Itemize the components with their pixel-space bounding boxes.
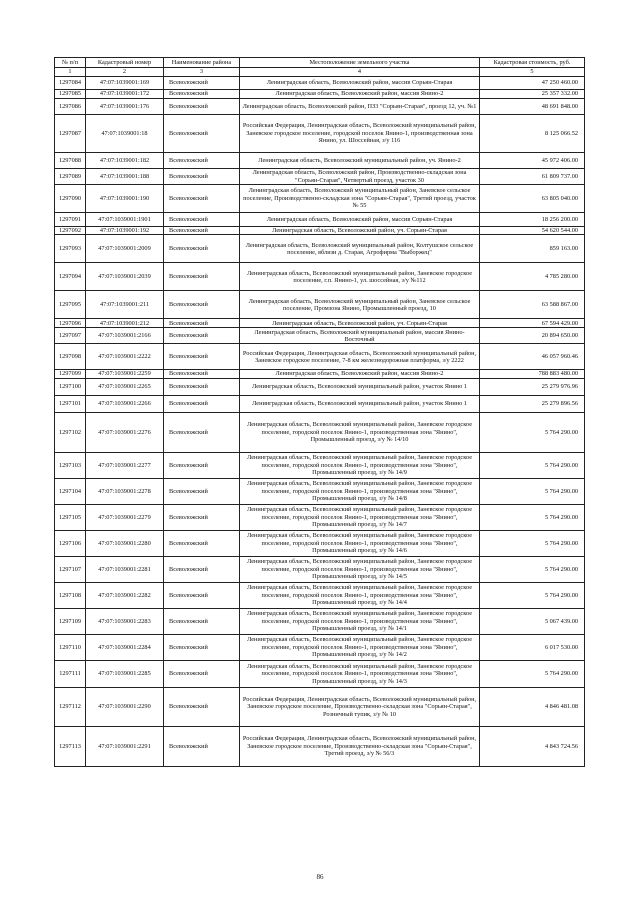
- table-row: [55, 227, 585, 235]
- location-cell: Ленинградская область, Всеволожский муниципальный район, массив Янино-Восточный: [240, 328, 480, 344]
- location-cell: Ленинградская область, Всеволожский муниципальный район, Заневское городское поселение, городской поселок Янино-1, производственная зона "Янино", Промышленный проезд, з/у № 14/6: [240, 530, 480, 556]
- col-header-cadastral: Кадастровый номер: [86, 58, 164, 68]
- district-cell: Всеволожский: [164, 213, 240, 227]
- cadastral-number-cell: 47:07:1039001:182: [86, 153, 164, 169]
- district-cell: Всеволожский: [164, 153, 240, 169]
- cadastral-number-cell: 47:07:1039001:2265: [86, 378, 164, 395]
- index-cell: 2: [86, 68, 164, 77]
- row-number-cell: 1297106: [55, 530, 86, 556]
- col-header-location: Местоположение земельного участка: [240, 58, 480, 68]
- cost-cell: 6 017 530.00: [480, 634, 585, 660]
- row-number-cell: 1297087: [55, 115, 86, 153]
- location-cell: Ленинградская область, Всеволожский муниципальный район, участок Янино 1: [240, 395, 480, 412]
- row-number-cell: 1297107: [55, 556, 86, 582]
- district-cell: Всеволожский: [164, 328, 240, 344]
- table-row: [55, 556, 585, 582]
- location-cell: Ленинградская область, Всеволожский муниципальный район, Заневское городское поселение, городской поселок Янино-1, производственная зона "Янино", Промышленный проезд, з/у № 14/10: [240, 412, 480, 452]
- row-number-cell: 1297092: [55, 227, 86, 235]
- cadastral-number-cell: 47:07:1039001:2222: [86, 344, 164, 370]
- district-cell: Всеволожский: [164, 263, 240, 291]
- district-cell: Всеволожский: [164, 530, 240, 556]
- cadastral-number-cell: 47:07:1039001:2039: [86, 263, 164, 291]
- cost-cell: 788 883 480.00: [480, 370, 585, 378]
- location-cell: Российская Федерация, Ленинградская область, Всеволожский муниципальный район, Заневское городское поселение, 7-8 км железнодорожная платформа, з/у 2222: [240, 344, 480, 370]
- cadastral-number-cell: 47:07:1039001:2280: [86, 530, 164, 556]
- index-row: [55, 68, 585, 77]
- row-number-cell: 1297098: [55, 344, 86, 370]
- district-cell: Всеволожский: [164, 235, 240, 263]
- district-cell: Всеволожский: [164, 344, 240, 370]
- cadastral-number-cell: 47:07:1039001:2290: [86, 687, 164, 726]
- table-body: [55, 77, 585, 767]
- cadastral-number-cell: 47:07:1039001:2283: [86, 608, 164, 634]
- table-row: [55, 344, 585, 370]
- table-row: [55, 530, 585, 556]
- district-cell: Всеволожский: [164, 608, 240, 634]
- table-row: [55, 452, 585, 478]
- cadastral-number-cell: 47:07:1039001:188: [86, 169, 164, 185]
- cost-cell: 5 764 290.00: [480, 504, 585, 530]
- cost-cell: 5 764 290.00: [480, 530, 585, 556]
- header-row: [55, 58, 585, 68]
- row-number-cell: 1297091: [55, 213, 86, 227]
- cost-cell: 20 894 650.00: [480, 328, 585, 344]
- district-cell: Всеволожский: [164, 504, 240, 530]
- index-cell: 5: [480, 68, 585, 77]
- cadastral-number-cell: 47:07:1039001:2277: [86, 452, 164, 478]
- district-cell: Всеволожский: [164, 99, 240, 115]
- location-cell: Ленинградская область, Всеволожский район, массив Сорьян-Старая: [240, 77, 480, 90]
- district-cell: Всеволожский: [164, 77, 240, 90]
- cadastral-number-cell: 47:07:1039001:192: [86, 227, 164, 235]
- row-number-cell: 1297094: [55, 263, 86, 291]
- table-row: [55, 185, 585, 213]
- row-number-cell: 1297100: [55, 378, 86, 395]
- row-number-cell: 1297097: [55, 328, 86, 344]
- cost-cell: 47 250 460.00: [480, 77, 585, 90]
- row-number-cell: 1297104: [55, 478, 86, 504]
- row-number-cell: 1297112: [55, 687, 86, 726]
- location-cell: Ленинградская область, Всеволожский муниципальный район, Заневское городское поселение, городской поселок Янино-1, производственная зона "Янино", Промышленный проезд, з/у № 14/8: [240, 478, 480, 504]
- location-cell: Ленинградская область, Всеволожский район, массив Сорьян-Старая: [240, 213, 480, 227]
- table-row: [55, 504, 585, 530]
- col-header-number: № п/п: [55, 58, 86, 68]
- page-number: 86: [316, 873, 324, 881]
- table-row: [55, 115, 585, 153]
- cadastral-number-cell: 47:07:1039001:2009: [86, 235, 164, 263]
- cost-cell: 859 163.00: [480, 235, 585, 263]
- cost-cell: 25 279 896.56: [480, 395, 585, 412]
- cost-cell: 61 809 737.00: [480, 169, 585, 185]
- table-row: [55, 412, 585, 452]
- location-cell: Ленинградская область, Всеволожский муниципальный район, Заневское городское поселение, городской поселок Янино-1, производственная зона "Янино", Промышленный проезд, з/у № 14/9: [240, 452, 480, 478]
- col-header-district: Наименование района: [164, 58, 240, 68]
- district-cell: Всеволожский: [164, 169, 240, 185]
- cost-cell: 8 125 066.52: [480, 115, 585, 153]
- location-cell: Российская Федерация, Ленинградская область, Всеволожский муниципальный район, Заневское городское поселение, городской поселок Янино-1, производственная зона Янино, ул. Шоссейная, з/у 116: [240, 115, 480, 153]
- district-cell: Всеволожский: [164, 412, 240, 452]
- table-row: [55, 395, 585, 412]
- table-row: [55, 478, 585, 504]
- row-number-cell: 1297096: [55, 319, 86, 328]
- location-cell: Ленинградская область, Всеволожский район, массив Янино-2: [240, 370, 480, 378]
- location-cell: Ленинградская область, Всеволожский муниципальный район, участок Янино 1: [240, 378, 480, 395]
- row-number-cell: 1297090: [55, 185, 86, 213]
- cost-cell: 67 594 429.00: [480, 319, 585, 328]
- table-row: [55, 291, 585, 319]
- location-cell: Ленинградская область, Всеволожский район, ПЗ3 "Сорьян-Старая", проезд 12, уч. №1: [240, 99, 480, 115]
- cost-cell: 25 279 976.96: [480, 378, 585, 395]
- row-number-cell: 1297111: [55, 660, 86, 687]
- cost-cell: 5 764 290.00: [480, 478, 585, 504]
- cost-cell: 18 256 200.00: [480, 213, 585, 227]
- cost-cell: 4 785 280.00: [480, 263, 585, 291]
- cadastral-number-cell: 47:07:1039001:211: [86, 291, 164, 319]
- table-row: [55, 726, 585, 766]
- location-cell: Ленинградская область, Всеволожский район, уч. Сорьян-Старая: [240, 319, 480, 328]
- row-number-cell: 1297095: [55, 291, 86, 319]
- row-number-cell: 1297103: [55, 452, 86, 478]
- cost-cell: 4 843 724.56: [480, 726, 585, 766]
- row-number-cell: 1297102: [55, 412, 86, 452]
- district-cell: Всеволожский: [164, 319, 240, 328]
- table-row: [55, 169, 585, 185]
- cost-cell: 5 764 290.00: [480, 412, 585, 452]
- table-row: [55, 660, 585, 687]
- table-row: [55, 213, 585, 227]
- cost-cell: 5 764 290.00: [480, 556, 585, 582]
- table-row: [55, 263, 585, 291]
- row-number-cell: 1297085: [55, 90, 86, 99]
- cost-cell: 25 357 332.00: [480, 90, 585, 99]
- row-number-cell: 1297089: [55, 169, 86, 185]
- location-cell: Ленинградская область, Всеволожский район, Производственно-складская зона "Сорьян-Старая", Четвертый проезд, участок 30: [240, 169, 480, 185]
- table-row: [55, 608, 585, 634]
- col-header-cost: Кадастровая стоимость, руб.: [480, 58, 585, 68]
- table-row: [55, 378, 585, 395]
- cadastral-number-cell: 47:07:1039001:2284: [86, 634, 164, 660]
- cadastral-number-cell: 47:07:1039001:2291: [86, 726, 164, 766]
- district-cell: Всеволожский: [164, 687, 240, 726]
- table-row: [55, 370, 585, 378]
- district-cell: Всеволожский: [164, 582, 240, 608]
- location-cell: Ленинградская область, Всеволожский район, уч. Сорьян-Старая: [240, 227, 480, 235]
- district-cell: Всеволожский: [164, 370, 240, 378]
- district-cell: Всеволожский: [164, 452, 240, 478]
- district-cell: Всеволожский: [164, 395, 240, 412]
- cadastral-number-cell: 47:07:1039001:2279: [86, 504, 164, 530]
- cadastral-number-cell: 47:07:1039001:212: [86, 319, 164, 328]
- index-cell: 1: [55, 68, 86, 77]
- district-cell: Всеволожский: [164, 227, 240, 235]
- district-cell: Всеволожский: [164, 556, 240, 582]
- row-number-cell: 1297086: [55, 99, 86, 115]
- row-number-cell: 1297110: [55, 634, 86, 660]
- cadastral-number-cell: 47:07:1039001:2285: [86, 660, 164, 687]
- row-number-cell: 1297108: [55, 582, 86, 608]
- location-cell: Российская Федерация, Ленинградская область, Всеволожский муниципальный район, Заневское городское поселение, Производственно-складская зона "Сорьян-Старая", Третий проезд, з/у № 56/3: [240, 726, 480, 766]
- cadastral-number-cell: 47:07:1039001:169: [86, 77, 164, 90]
- district-cell: Всеволожский: [164, 726, 240, 766]
- cost-cell: 5 764 290.00: [480, 452, 585, 478]
- location-cell: Ленинградская область, Всеволожский муниципальный район, Заневское городское поселение, г.п. Янино-1, ул. шоссейная, з/у №112: [240, 263, 480, 291]
- cost-cell: 4 846 481.08: [480, 687, 585, 726]
- row-number-cell: 1297109: [55, 608, 86, 634]
- cadastral-number-cell: 47:07:1039001:2281: [86, 556, 164, 582]
- cost-cell: 54 620 544.00: [480, 227, 585, 235]
- table-row: [55, 319, 585, 328]
- location-cell: Ленинградская область, Всеволожский муниципальный район, Заневское городское поселение, городской поселок Янино-1, производственная зона "Янино", Промышленный проезд, з/у № 14/5: [240, 556, 480, 582]
- cadastral-number-cell: 47:07:1039001:2278: [86, 478, 164, 504]
- cadastral-number-cell: 47:07:1039001:176: [86, 99, 164, 115]
- location-cell: Ленинградская область, Всеволожский муниципальный район, Заневское сельское поселение, Промзона Янино, Промышленный проезд, 10: [240, 291, 480, 319]
- cadastral-number-cell: 47:07:1039001:190: [86, 185, 164, 213]
- cost-cell: 5 764 290.00: [480, 660, 585, 687]
- row-number-cell: 1297113: [55, 726, 86, 766]
- cost-cell: 45 972 406.00: [480, 153, 585, 169]
- location-cell: Ленинградская область, Всеволожский район, массив Янино-2: [240, 90, 480, 99]
- district-cell: Всеволожский: [164, 378, 240, 395]
- district-cell: Всеволожский: [164, 478, 240, 504]
- cadastral-number-cell: 47:07:1039001:2282: [86, 582, 164, 608]
- location-cell: Ленинградская область, Всеволожский муниципальный район, Заневское городское поселение, городской поселок Янино-1, производственная зона "Янино", Промышленный проезд, з/у № 14/3: [240, 660, 480, 687]
- location-cell: Ленинградская область, Всеволожский муниципальный район, уч. Янино-2: [240, 153, 480, 169]
- table-row: [55, 235, 585, 263]
- table-row: [55, 687, 585, 726]
- cadastral-number-cell: 47:07:1039001:1901: [86, 213, 164, 227]
- cost-cell: 63 805 040.00: [480, 185, 585, 213]
- table-row: [55, 99, 585, 115]
- district-cell: Всеволожский: [164, 115, 240, 153]
- district-cell: Всеволожский: [164, 185, 240, 213]
- table-row: [55, 90, 585, 99]
- cadastral-number-cell: 47:07:1039001:18: [86, 115, 164, 153]
- index-cell: 4: [240, 68, 480, 77]
- district-cell: Всеволожский: [164, 90, 240, 99]
- row-number-cell: 1297099: [55, 370, 86, 378]
- location-cell: Ленинградская область, Всеволожский муниципальный район, Заневское городское поселение, городской поселок Янино-1, производственная зона "Янино", Промышленный проезд, з/у № 14/2: [240, 634, 480, 660]
- district-cell: Всеволожский: [164, 291, 240, 319]
- location-cell: Ленинградская область, Всеволожский муниципальный район, Заневское городское поселение, городской поселок Янино-1, производственная зона "Янино", Промышленный проезд, з/у № 14/7: [240, 504, 480, 530]
- row-number-cell: 1297088: [55, 153, 86, 169]
- table-row: [55, 77, 585, 90]
- location-cell: Ленинградская область, Всеволожский муниципальный район, Заневское сельское поселение, Производственно-складская зона "Сорьян-Старая", Третий проезд, участок № 55: [240, 185, 480, 213]
- index-cell: 3: [164, 68, 240, 77]
- table-row: [55, 634, 585, 660]
- table-row: [55, 582, 585, 608]
- table-row: [55, 328, 585, 344]
- location-cell: Ленинградская область, Всеволожский муниципальный район, Колтушское сельское поселение, вблизи д. Старая, Агрофирма "Выборжец": [240, 235, 480, 263]
- district-cell: Всеволожский: [164, 634, 240, 660]
- cadastral-number-cell: 47:07:1039001:2276: [86, 412, 164, 452]
- cadastral-number-cell: 47:07:1039001:2166: [86, 328, 164, 344]
- cost-cell: 48 691 848.00: [480, 99, 585, 115]
- row-number-cell: 1297093: [55, 235, 86, 263]
- table-row: [55, 153, 585, 169]
- cadastral-table: [54, 57, 585, 767]
- district-cell: Всеволожский: [164, 660, 240, 687]
- cadastral-number-cell: 47:07:1039001:2259: [86, 370, 164, 378]
- row-number-cell: 1297084: [55, 77, 86, 90]
- location-cell: Ленинградская область, Всеволожский муниципальный район, Заневское городское поселение, городской поселок Янино-1, производственная зона "Янино", Промышленный проезд, з/у № 14/1: [240, 608, 480, 634]
- row-number-cell: 1297105: [55, 504, 86, 530]
- cadastral-number-cell: 47:07:1039001:172: [86, 90, 164, 99]
- row-number-cell: 1297101: [55, 395, 86, 412]
- location-cell: Ленинградская область, Всеволожский муниципальный район, Заневское городское поселение, городской поселок Янино-1, производственная зона "Янино", Промышленный проезд, з/у № 14/4: [240, 582, 480, 608]
- cost-cell: 5 764 290.00: [480, 582, 585, 608]
- cadastral-number-cell: 47:07:1039001:2266: [86, 395, 164, 412]
- cost-cell: 63 588 867.00: [480, 291, 585, 319]
- cost-cell: 46 057 960.46: [480, 344, 585, 370]
- location-cell: Российская Федерация, Ленинградская область, Всеволожский муниципальный район, Заневское городское поселение, Производственно-складская зона "Сорьян-Старая", Розничный тупик, з/у № 10: [240, 687, 480, 726]
- cost-cell: 5 067 439.00: [480, 608, 585, 634]
